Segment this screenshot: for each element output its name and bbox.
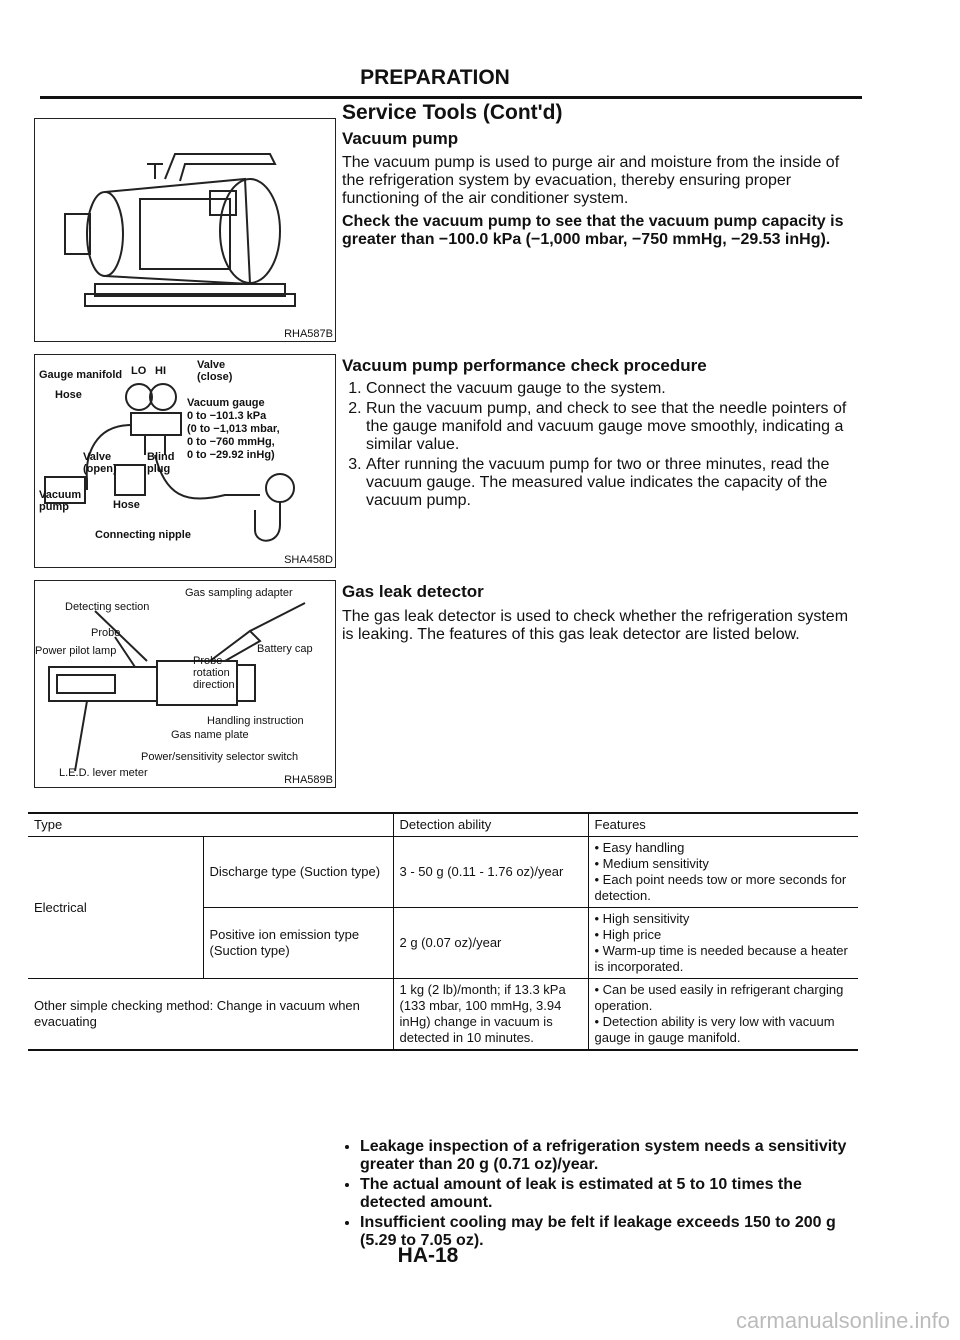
feature-item: • Can be used easily in refrigerant charging operation. [594,982,844,1013]
figure-gas-leak-detector [34,580,336,788]
header-detection: Detection ability [393,813,588,837]
row-subtype: Other simple checking method: Change in vacuum when evacuating [34,998,360,1029]
feature-item: • Easy handling [594,840,685,855]
leak-notes [342,1138,860,1252]
label-lo: LO [131,365,147,377]
figure-code: RHA589B [284,774,333,786]
feature-item: • High price [594,927,662,942]
gas-leak-heading: Gas leak detector [342,582,484,601]
page-number: HA-18 [397,1244,459,1267]
figure-code: SHA458D [284,554,333,566]
feature-item: • High sensitivity [594,911,690,926]
note-item: • Leakage inspection of a refrigeration system needs a sensitivity greater than 20 g (0.71 oz)/year. [360,1138,860,1174]
gas-leak-paragraph: The gas leak detector is used to check whether the refrigeration system is leaking. The features of this gas leak detector are listed below. [342,608,849,643]
label-detecting-section: Detecting section [65,601,150,613]
header-type: Type [34,817,63,832]
label-power-pilot-lamp: Power pilot lamp [35,645,117,657]
vacuum-pump-illustration [35,119,335,341]
row-features [588,908,858,979]
label-led-meter: L.E.D. lever meter [59,767,148,779]
step-item: 2. Run the vacuum pump, and check to see that the needle pointers of the gauge manifold and vacuum gauge move smoothly, indicating a similar value. [366,400,858,454]
label-probe-rotation: Probe rotation direction [193,655,235,691]
row-detection: 2 g (0.07 oz)/year [393,908,588,979]
label-gas-sampling-adapter: Gas sampling adapter [185,587,293,599]
label-hose-2: Hose [113,499,140,511]
row-features [588,979,858,1051]
figure-gauge-manifold [34,354,336,568]
label-valve-close: Valve (close) [197,359,233,383]
feature-item: • Warm-up time is needed because a heater is incorporated. [594,943,848,974]
feature-item: • Each point needs tow or more seconds for detection. [594,872,847,903]
watermark: carmanualsonline.info [735,1308,950,1333]
label-vacuum-pump: Vacuum pump [39,489,82,513]
header-rule [40,96,862,99]
label-power-switch: Power/sensitivity selector switch [141,751,299,763]
feature-item: • Medium sensitivity [594,856,709,871]
label-hi: HI [155,365,166,377]
group-electrical: Electrical [28,837,203,979]
page-header-title: PREPARATION [360,66,510,89]
section-title: Service Tools (Cont'd) [342,101,563,124]
header-features: Features [588,813,858,837]
row-features [588,837,858,908]
vacuum-pump-paragraph: The vacuum pump is used to purge air and moisture from the inside of the refrigeration system by evacuation, thereby ensuring proper functioning of the air conditioner system. [342,154,840,207]
label-range-4: 0 to −29.92 inHg) [187,449,275,461]
label-gas-name-plate: Gas name plate [171,729,249,741]
row-detection: 3 - 50 g (0.11 - 1.76 oz)/year [393,837,588,908]
label-hose-1: Hose [55,389,82,401]
label-range-2: (0 to −1,013 mbar, [187,423,280,435]
detector-spec-table [28,812,858,1051]
label-connecting-nipple: Connecting nipple [95,529,191,541]
figure-vacuum-pump [34,118,336,342]
step-item: 3. After running the vacuum pump for two or three minutes, read the vacuum gauge. The measured value indicates the capacity of the vacuum pump. [366,456,858,510]
label-battery-cap: Battery cap [257,643,313,655]
row-subtype: Discharge type (Suction type) [203,837,393,908]
label-probe: Probe [91,627,121,639]
row-subtype: Positive ion emission type (Suction type) [203,908,393,979]
row-detection: 1 kg (2 lb)/month; if 13.3 kPa (133 mbar, 100 mmHg, 3.94 inHg) change in vacuum is detected in 10 minutes. [393,979,588,1051]
label-blind-plug: Blind plug [147,451,175,475]
note-item: • The actual amount of leak is estimated at 5 to 10 times the detected amount. [360,1176,860,1212]
check-procedure-heading: Vacuum pump performance check procedure [342,356,707,375]
label-handling-instruction: Handling instruction [207,715,304,727]
figure-code: RHA587B [284,328,333,340]
check-procedure-steps [342,380,858,512]
label-range-1: 0 to −101.3 kPa [187,410,267,422]
label-valve-open: Valve (open) [83,451,117,475]
vacuum-pump-capacity-note: Check the vacuum pump to see that the vacuum pump capacity is greater than −100.0 kPa (−1,000 mbar, −750 mmHg, −29.53 inHg). [342,213,844,248]
label-vacuum-gauge: Vacuum gauge [187,397,265,409]
step-item: 1. Connect the vacuum gauge to the system. [366,380,858,398]
label-gauge-manifold: Gauge manifold [39,369,123,381]
vacuum-pump-heading: Vacuum pump [342,129,459,148]
feature-item: • Detection ability is very low with vacuum gauge in gauge manifold. [594,1014,835,1045]
note-item: • Insufficient cooling may be felt if leakage exceeds 150 to 200 g (5.29 to 7.05 oz). [360,1214,860,1250]
label-range-3: 0 to −760 mmHg, [187,436,275,448]
